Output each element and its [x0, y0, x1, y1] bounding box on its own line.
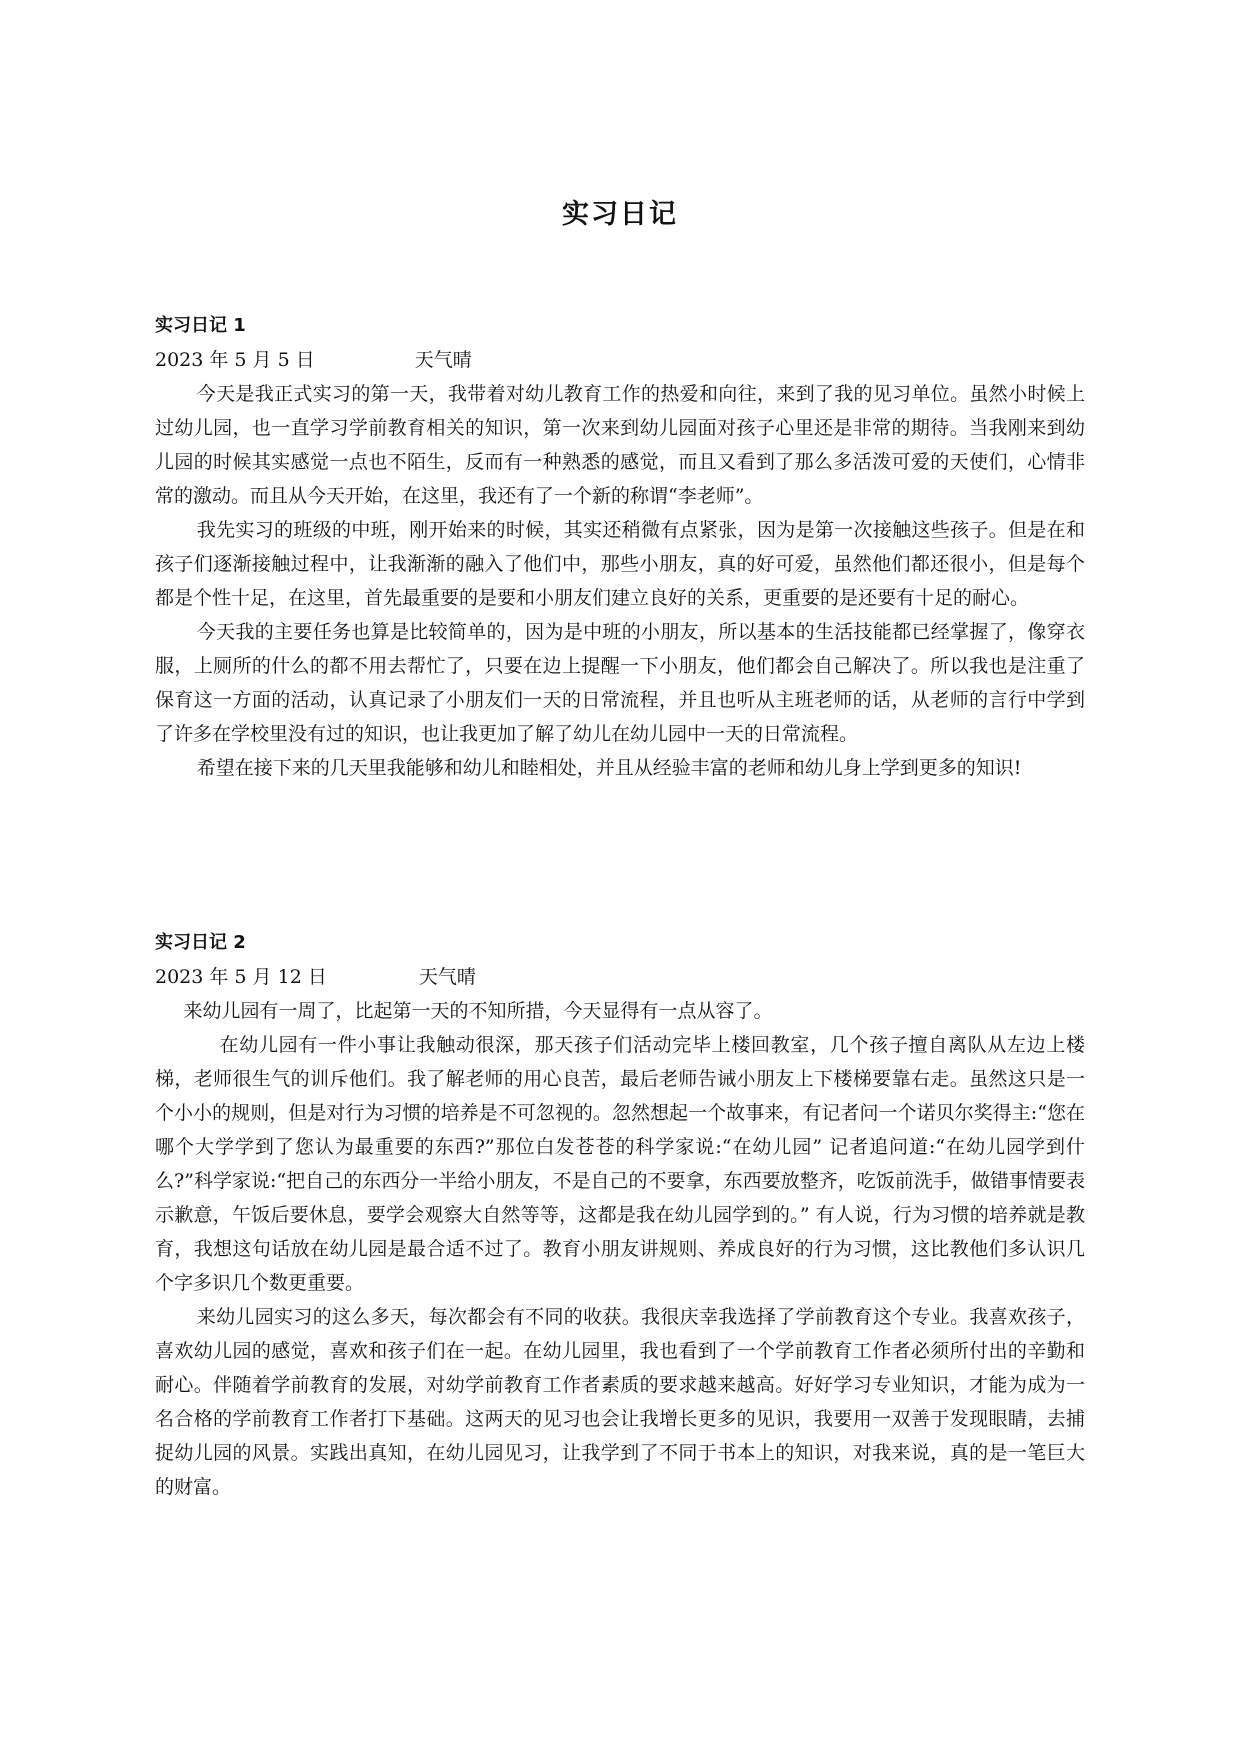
- entry-paragraph: 我先实习的班级的中班，刚开始来的时候，其实还稍微有点紧张，因为是第一次接触这些孩子。但是在和孩子们逐渐接触过程中，让我渐渐的融入了他们中，那些小朋友，真的好可爱，虽然他们都还很小，但是每个都是个性十足，在这里，首先最重要的是要和小朋友们建立良好的关系，更重要的是还要有十足的耐心。: [155, 519, 1085, 609]
- entry-paragraph: 希望在接下来的几天里我能够和幼儿和睦相处，并且从经验丰富的老师和幼儿身上学到更多的知识!: [196, 757, 1022, 779]
- entry-meta: [155, 960, 1085, 994]
- entry-weather: 天气晴: [414, 349, 472, 371]
- entry-paragraph: 今天我的主要任务也算是比较简单的，因为是中班的小朋友，所以基本的生活技能都已经掌握了，像穿衣服，上厕所的什么的都不用去帮忙了，只要在边上提醒一下小朋友，他们都会自己解决了。所以我也是注重了保育这一方面的活动，认真记录了小朋友们一天的日常流程，并且也听从主班老师的话，从老师的言行中学到了许多在学校里没有过的知识，也让我更加了解了幼儿在幼儿园中一天的日常流程。: [155, 621, 1085, 745]
- entry-paragraph: 来幼儿园有一周了，比起第一天的不知所措，今天显得有一点从容了。: [183, 1000, 773, 1022]
- diary-entry-1: [155, 309, 1085, 785]
- entry-heading: 实习日记 2: [155, 932, 246, 953]
- entry-date: 2023 年 5 月 5 日: [155, 349, 315, 371]
- entry-date: 2023 年 5 月 12 日: [155, 966, 327, 988]
- entry-paragraph: 今天是我正式实习的第一天，我带着对幼儿教育工作的热爱和向往，来到了我的见习单位。虽然小时候上过幼儿园，也一直学习学前教育相关的知识，第一次来到幼儿园面对孩子心里还是非常的期待。当我刚来到幼儿园的时候其实感觉一点也不陌生，反而有一种熟悉的感觉，而且又看到了那么多活泼可爱的天使们，心情非常的激动。而且从今天开始，在这里，我还有了一个新的称谓“李老师”。: [155, 383, 1085, 507]
- entry-paragraph: 在幼儿园有一件小事让我触动很深，那天孩子们活动完毕上楼回教室，几个孩子擅自离队从左边上楼梯，老师很生气的训斥他们。我了解老师的用心良苦，最后老师告诫小朋友上下楼梯要靠右走。虽然这只是一个小小的规则，但是对行为习惯的培养是不可忽视的。忽然想起一个故事来，有记者问一个诺贝尔奖得主:“您在哪个大学学到了您认为最重要的东西?”那位白发苍苍的科学家说:“在幼儿园” 记者追问道:“在幼儿园学到什么?”科学家说:“把自己的东西分一半给小朋友，不是自己的不要拿，东西要放整齐，吃饭前洗手，做错事情要表示歉意，午饭后要休息，要学会观察大自然等等，这都是我在幼儿园学到的。” 有人说，行为习惯的培养就是教育，我想这句话放在幼儿园是最合适不过了。教育小朋友讲规则、养成良好的行为习惯，这比教他们多认识几个字多识几个数更重要。: [155, 1034, 1085, 1294]
- diary-entry-2: [155, 926, 1085, 1504]
- entry-weather: 天气晴: [418, 966, 476, 988]
- entry-heading: 实习日记 1: [155, 315, 246, 336]
- document-title: 实习日记: [562, 199, 678, 230]
- entry-paragraph: 来幼儿园实习的这么多天，每次都会有不同的收获。我很庆幸我选择了学前教育这个专业。我喜欢孩子，喜欢幼儿园的感觉，喜欢和孩子们在一起。在幼儿园里，我也看到了一个学前教育工作者必须所付出的辛勤和耐心。伴随着学前教育的发展，对幼学前教育工作者素质的要求越来越高。好好学习专业知识，才能为成为一名合格的学前教育工作者打下基础。这两天的见习也会让我增长更多的见识，我要用一双善于发现眼睛，去捕捉幼儿园的风景。实践出真知，在幼儿园见习，让我学到了不同于书本上的知识，对我来说，真的是一笔巨大的财富。: [155, 1306, 1085, 1498]
- entry-meta: [155, 343, 1085, 377]
